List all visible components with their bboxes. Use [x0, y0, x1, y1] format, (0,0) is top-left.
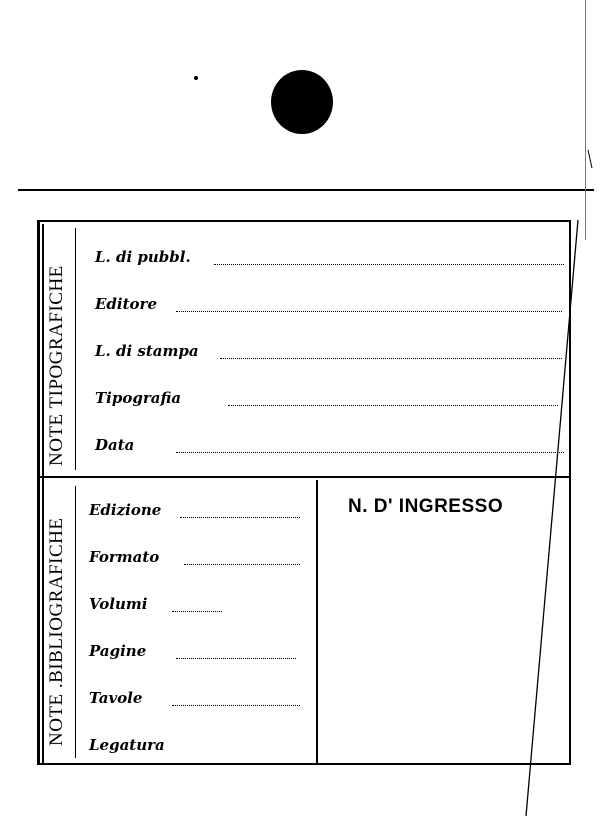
field-label-pubblicazione: L. di pubbl.	[95, 248, 191, 266]
field-label-volumi: Volumi	[89, 595, 148, 613]
field-label-data: Data	[95, 436, 135, 454]
field-label-stampa: L. di stampa	[95, 342, 199, 360]
field-label-editore: Editore	[95, 295, 157, 313]
field-label-pagine: Pagine	[89, 642, 147, 660]
note-bibliografiche-title: NOTE .BIBLIOGRAFICHE	[46, 517, 67, 746]
field-label-tavole: Tavole	[89, 689, 143, 707]
field-label-edizione: Edizione	[89, 501, 162, 519]
field-label-formato: Formato	[89, 548, 160, 566]
field-label-legatura: Legatura	[89, 736, 165, 754]
field-label-tipografia: Tipografia	[95, 389, 182, 407]
numero-ingresso-label: N. D' INGRESSO	[348, 496, 504, 517]
note-tipografiche-title: NOTE TIPOGRAFICHE	[46, 265, 67, 466]
